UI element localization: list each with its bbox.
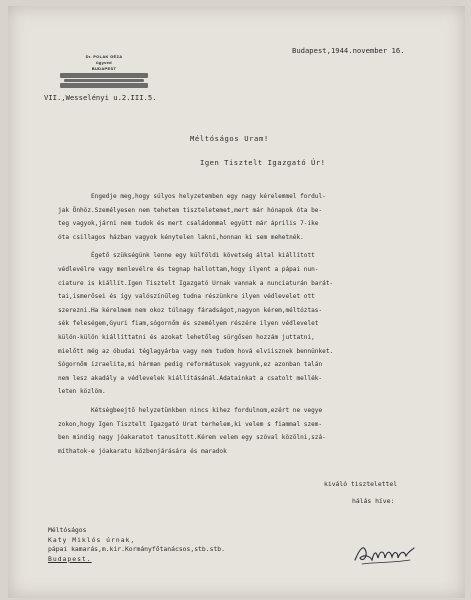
body-line: Sógornőm izraelita,mi hárman pedig reformátusok vagyunk,ez azonban talán <box>58 361 323 369</box>
salutation-secondary: Igen Tisztelt Igazgató Úr! <box>200 158 326 167</box>
handwritten-signature <box>352 538 416 568</box>
body-line: ben mindig nagy jóakaratot tanusított.Kérem velem egy szóval közölni,szá- <box>58 434 326 442</box>
letterhead-name: Dr. POLAK GÉZA <box>85 54 123 59</box>
closing-line: kiváló tisztelettel <box>324 480 398 488</box>
body-line: jak Önhöz.Személyesen nem tehetem tiszteletemet,mert már hónapok óta be- <box>58 206 323 214</box>
body-line: míthatok-e jóakaratu közbenjárására és maradok <box>58 447 227 455</box>
letterhead-role: ügyvéd <box>96 60 112 65</box>
body-line: leten közlöm. <box>58 388 106 396</box>
letterhead-city: BUDAPEST <box>91 66 117 71</box>
paragraph <box>58 190 438 244</box>
recipient-line: Katy Miklós úrnak, <box>48 535 136 544</box>
body-line: Égető szükségünk lenne egy külföldi követség által kiállított <box>91 252 315 260</box>
recipient-city: Budapest. <box>48 554 92 563</box>
body-line: óta csillagos házban vagyok kénytelen lakni,honnan ki sem mehetnék. <box>58 233 304 241</box>
body-line: zokon,hogy Igen Tisztelt Igazgató Urat terhelem,ki velem s fiammal szem- <box>58 420 323 428</box>
body-line: Kétségbeejtő helyzetünkben nincs kihez fordulnom,ezért ne vegye <box>91 406 323 414</box>
body-line: ciature is kiállít.Igen Tisztelt Igazgató Urnak vannak a nunciaturán barát- <box>58 279 334 287</box>
paper-sheet <box>8 6 465 598</box>
body-line: mielőtt még az óbudai téglagyárba vagy nem tudom hová elviisznek bennünket. <box>58 347 334 355</box>
recipient-block <box>48 526 225 564</box>
body-line: sék feleségem,Gyuri fiam,sógornőm és személyem részére ilyen védlevelet <box>58 320 319 328</box>
letterhead-ink-line <box>64 79 144 82</box>
letterhead-ink-line <box>60 83 148 88</box>
body-line: védlevélre vagy menlevélre és tegnap hallottam,hogy ilyent a pápai nun- <box>58 265 319 273</box>
body-line: szerezni.Ha kérelmem nem okoz túlnagy fáradságot,nagyon kérem,méltóztas- <box>58 306 323 314</box>
closing-signoff: hálás híve: <box>352 497 395 505</box>
letter-date: Budapest,1944.november 16. <box>292 46 405 55</box>
paragraph <box>58 404 438 458</box>
recipient-line: Méltóságos <box>48 526 87 534</box>
letterhead-ink-line <box>60 73 148 78</box>
body-line: tai,ismerősei és így valószínűleg tudna részünkre ilyen védlevelet ott <box>58 293 315 301</box>
letterhead-stamp <box>44 54 164 88</box>
body-line: Engedje meg,hogy súlyos helyzetemben egy nagy kérelemmel fordul- <box>91 193 326 200</box>
body-line: külön-külön kiállíttatni és azokat lehetőleg sürgősen hozzám juttatni, <box>58 333 315 341</box>
body-line: nem lesz akadály a védlevelek kiállításánál.Adatainkat a csatolt mellék- <box>58 374 323 382</box>
body-line: teg vagyok,járni nem tudok és mert családommal együtt már április 7-ike <box>58 220 319 228</box>
letter-body <box>58 190 438 463</box>
salutation: Méltóságos Uram! <box>190 134 269 143</box>
paragraph <box>58 249 438 399</box>
recipient-line: pápai kamarás,m.kir.Kormányfőtanácsos,stb.stb. <box>48 545 225 553</box>
sender-address: VII.,Wesselényi u.2.III.5. <box>44 93 157 102</box>
